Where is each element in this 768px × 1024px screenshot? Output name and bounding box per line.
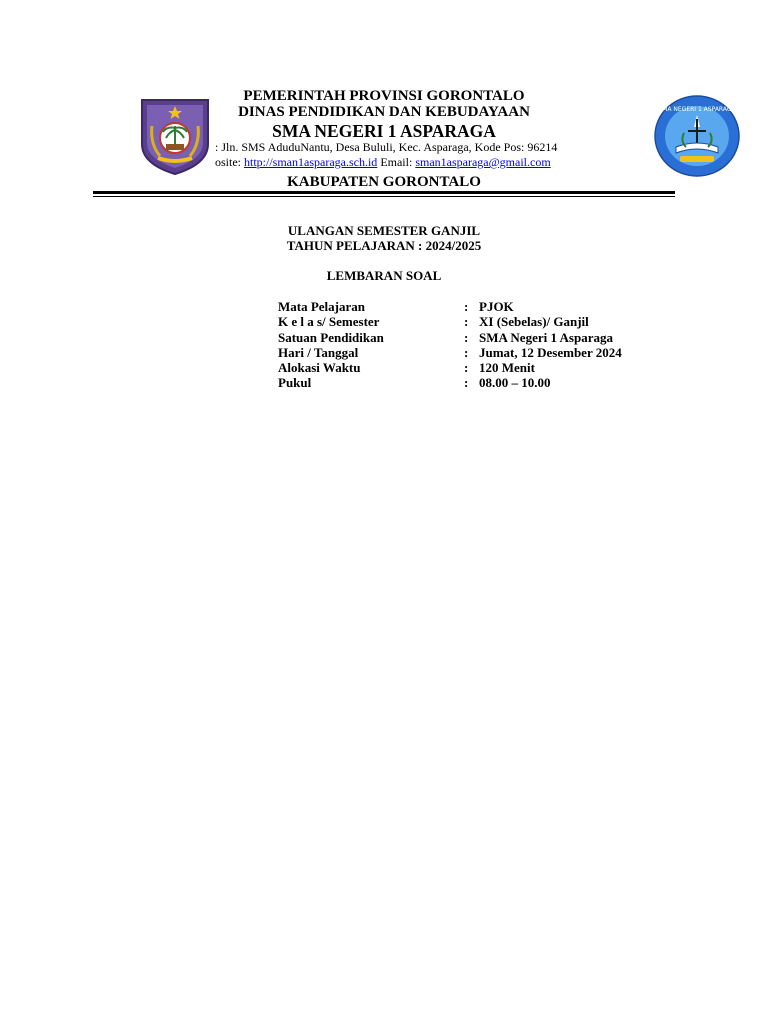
header-government: PEMERINTAH PROVINSI GORONTALO: [243, 88, 525, 104]
info-colon: :: [464, 360, 469, 376]
website-link[interactable]: http://sman1asparaga.sch.id: [244, 155, 378, 169]
header-kabupaten: KABUPATEN GORONTALO: [287, 174, 481, 190]
info-colon: :: [464, 375, 469, 391]
website-label: osite:: [215, 155, 244, 169]
info-value: 08.00 – 10.00: [479, 375, 551, 391]
info-value: 120 Menit: [479, 360, 535, 376]
info-colon: :: [464, 314, 469, 330]
exam-sheet-label: LEMBARAN SOAL: [326, 268, 442, 283]
exam-title: ULANGAN SEMESTER GANJIL: [287, 223, 481, 238]
info-label: Pukul: [278, 375, 312, 391]
header-school-name: SMA NEGERI 1 ASPARAGA: [272, 121, 496, 141]
school-emblem-text: SMA NEGERI 1 ASPARAGA: [658, 106, 736, 113]
info-value: PJOK: [479, 299, 514, 314]
info-label: Hari / Tanggal: [278, 344, 359, 360]
info-colon: :: [464, 344, 469, 360]
info-label: Satuan Pendidikan: [278, 329, 384, 345]
header-address: : Jln. SMS AduduNantu, Desa Bululi, Kec. Asparaga, Kode Pos: 96214: [215, 140, 558, 154]
info-colon: :: [464, 329, 469, 345]
email-label: Email:: [377, 155, 416, 169]
email-link[interactable]: sman1asparaga@gmail.com: [415, 155, 551, 169]
header-divider-thick: [93, 191, 675, 194]
exam-year: TAHUN PELAJARAN : 2024/2025: [286, 238, 482, 253]
info-label: K e l a s/ Semester: [278, 314, 380, 330]
header-contact: [215, 155, 595, 170]
header-divider-thin: [93, 196, 675, 197]
info-value: Jumat, 12 Desember 2024: [479, 344, 622, 360]
header-department: DINAS PENDIDIKAN DAN KEBUDAYAAN: [238, 104, 530, 120]
info-colon: :: [464, 299, 469, 314]
info-value: XI (Sebelas)/ Ganjil: [479, 314, 589, 330]
info-label: Mata Pelajaran: [278, 299, 366, 314]
info-label: Alokasi Waktu: [278, 360, 361, 376]
info-value: SMA Negeri 1 Asparaga: [479, 329, 613, 345]
